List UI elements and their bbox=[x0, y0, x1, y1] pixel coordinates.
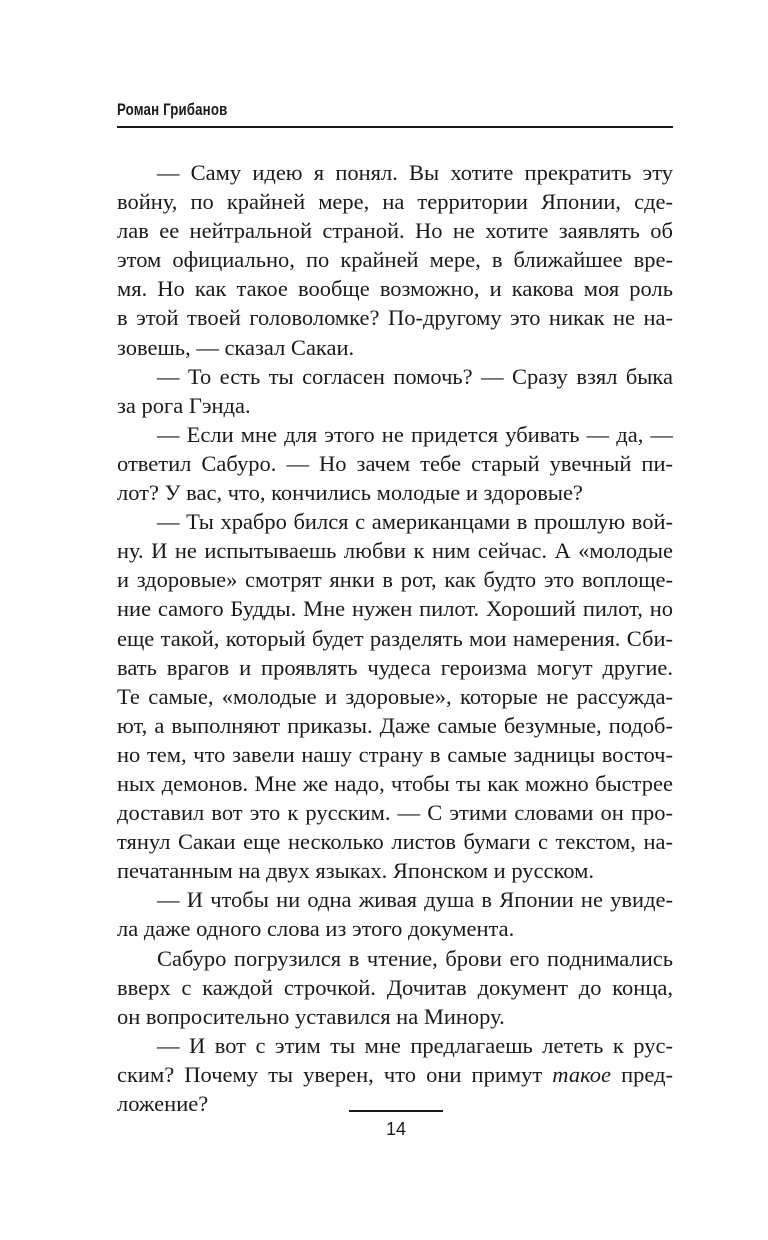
text-segment: пред- bbox=[610, 1061, 674, 1087]
text-line: он вопросительно уставился на Минору. bbox=[117, 1003, 505, 1029]
text-line: лот? У вас, что, кончились молодые и здоровые? bbox=[117, 480, 583, 506]
text-line: ных демонов. Мне же надо, чтобы ты как можно быстрее bbox=[117, 770, 673, 796]
text-segment: ским? Почему ты уверен, что они примут bbox=[117, 1061, 553, 1087]
text-line: за рога Гэнда. bbox=[117, 392, 251, 418]
running-head: Роман Грибанов bbox=[117, 100, 228, 119]
text-line: Сабуро погрузился в чтение, брови его поднимались bbox=[157, 945, 673, 971]
text-line: ние самого Будды. Мне нужен пилот. Хороший пилот, но bbox=[117, 596, 673, 622]
text-line: доставил вот это к русским. — С этими словами он про- bbox=[117, 800, 673, 826]
header-rule bbox=[117, 126, 673, 128]
text-line: ну. И не испытываешь любви к ним сейчас. А «молодые bbox=[117, 538, 673, 564]
text-line: и здоровые» смотрят янки в рот, как будто это воплоще- bbox=[117, 567, 673, 593]
text-line: — Саму идею я понял. Вы хотите прекратить эту bbox=[157, 160, 673, 185]
text-line: — Если мне для этого не придется убивать — да, — bbox=[157, 421, 673, 447]
text-line: — То есть ты согласен помочь? — Сразу взял быка bbox=[157, 363, 673, 389]
text-line: — Ты храбро бился с американцами в прошлую вой- bbox=[157, 509, 673, 535]
text-line: — И вот с этим ты мне предлагаешь лететь к рус- bbox=[157, 1032, 673, 1058]
text-line: войну, по крайней мере, на территории Японии, сде- bbox=[117, 189, 673, 215]
text-line: вверх с каждой строчкой. Дочитав документ до конца, bbox=[117, 974, 673, 1000]
text-line: но тем, что завели нашу страну в самые задницы восточ- bbox=[117, 741, 673, 767]
text-line: — И чтобы ни одна живая душа в Японии не увиде- bbox=[157, 887, 673, 913]
text-line: этом официально, по крайней мере, в ближайшее вре- bbox=[117, 247, 673, 273]
page-number: 14 bbox=[385, 1119, 407, 1139]
text-line: печатанным на двух языках. Японском и русском. bbox=[117, 858, 594, 884]
emphasized-word: такое bbox=[552, 1061, 611, 1087]
text-line: в этой твоей головоломке? По-другому это никак не на- bbox=[117, 305, 673, 331]
text-line: ла даже одного слова из этого документа. bbox=[117, 916, 515, 942]
body-text bbox=[117, 158, 673, 1118]
text-line: лав ее нейтральной страной. Но не хотите заявлять об bbox=[117, 218, 673, 244]
text-line: еще такой, который будет разделять мои намерения. Сби- bbox=[117, 625, 673, 651]
text-line: ответил Сабуро. — Но зачем тебе старый увечный пи- bbox=[117, 450, 673, 476]
text-line: мя. Но как такое вообще возможно, и какова моя роль bbox=[117, 276, 673, 302]
text-line: Те самые, «молодые и здоровые», которые не рассужда- bbox=[117, 683, 673, 709]
text-line: тянул Сакаи еще несколько листов бумаги с текстом, на- bbox=[117, 829, 673, 855]
text-line: ют, а выполняют приказы. Даже самые безумные, подоб- bbox=[117, 712, 673, 738]
text-line: ложение? bbox=[117, 1091, 209, 1116]
text-line: вать врагов и проявлять чудеса героизма могут другие. bbox=[117, 654, 673, 680]
text-line: зовешь, — сказал Сакаи. bbox=[117, 334, 355, 360]
text-line-with-emphasis bbox=[117, 1060, 673, 1089]
footer-rule bbox=[349, 1110, 443, 1112]
